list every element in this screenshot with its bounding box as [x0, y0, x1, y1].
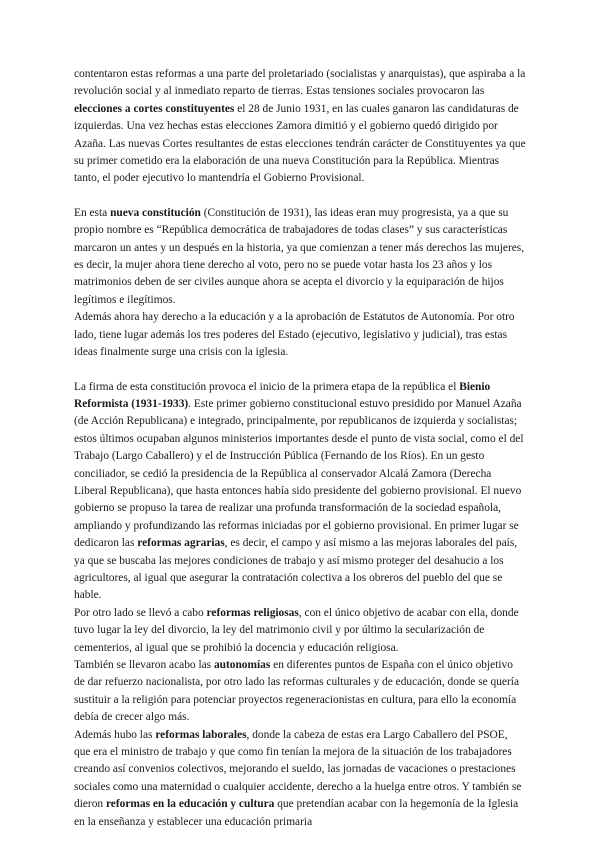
text-run: el 28 de Junio 1931, en las cuales ganaron las candidaturas de izquierdas. Una vez hechas estas elecciones Zamora dimitió y el gobierno quedó dirigido por Azaña. Las nuevas Cortes resultantes de estas elecciones tendrán carácter de Constituyentes ya que su primer cometido era la elaboración de una nueva Constitución para la República. Mientras tanto, el poder ejecutivo lo mantendría el Gobierno Provisional.: [74, 102, 526, 185]
text-run: Además hubo las: [74, 728, 156, 741]
bold-term: reformas religiosas: [206, 606, 299, 619]
text-run: contentaron estas reformas a una parte del proletariado (socialistas y anarquistas), que aspiraba a la revolución social y al inmediato reparto de tierras. Estas tensiones sociales provocaron las: [74, 68, 526, 98]
bold-term: elecciones a cortes constituyentes: [74, 102, 235, 115]
document-body: [74, 66, 526, 831]
bold-term: nueva constitución: [110, 206, 201, 219]
text-run: . Este primer gobierno constitucional estuvo presidido por Manuel Azaña (de Acción Republicana) e integrado, principalmente, por republicanos de izquierda y socialistas; estos últimos ocupaban algunos ministerios importantes desde el punto de vista social, como el del Trabajo (Largo Caballero) y el de Instrucción Pública (Fernando de los Ríos). En un gesto conciliador, se cedió la presidencia de la República al conservador Alcalá Zamora (Derecha Liberal Republicana), que hasta entonces había sido presidente del gobierno provisional. El nuevo gobierno se propuso la tarea de realizar una profunda transformación de la sociedad española, ampliando y profundizando las reformas iniciadas por el gobierno provisional. En primer lugar se dedicaron las: [74, 397, 524, 550]
bold-term: reformas agrarias: [137, 537, 225, 550]
text-run: La firma de esta constitución provoca el inicio de la primera etapa de la república el: [74, 380, 460, 393]
text-run: que pretendían acabar con la hegemonía de la Iglesia en la enseñanza y establecer una educación primaria: [74, 798, 519, 828]
bold-term: reformas en la educación y cultura: [105, 798, 275, 811]
text-run: Además ahora hay derecho a la educación y a la aprobación de Estatutos de Autonomía. Por otro lado, tiene lugar además los tres poderes del Estado (ejecutivo, legislativo y judicial), tras estas ideas finalmente surge una crisis con la iglesia.: [74, 311, 515, 359]
paragraph: [74, 379, 526, 605]
paragraph: [74, 605, 526, 657]
text-run: en diferentes puntos de España con el único objetivo de dar refuerzo nacionalista, por otro lado las reformas culturales y de educación, donde se quería sustituir a la religión para potenciar proyectos regeneracionistas en cultura, para ello la economía debía de crecer algo más.: [74, 659, 519, 724]
paragraph: [74, 205, 526, 309]
paragraph: [74, 657, 526, 727]
text-run: (Constitución de 1931), las ideas eran muy progresista, ya a que su propio nombre es “República democrática de trabajadores de todas clases” y sus características marcaron un antes y un después en la historia, ya que comienzan a tener más derechos las mujeres, es decir, la mujer ahora tiene derecho al voto, pero no se puede votar hasta los 23 años y los matrimonios deben de ser civiles aunque ahora se acepta el divorcio y la equiparación de hijos legítimos e ilegítimos.: [74, 206, 525, 306]
bold-term: Bienio Reformista (1931-1933): [74, 380, 491, 410]
paragraph: [74, 66, 526, 188]
bold-term: autonomías: [213, 659, 271, 671]
text-run: En esta: [74, 206, 111, 219]
paragraph: [74, 727, 526, 831]
bold-term: reformas laborales: [155, 728, 247, 741]
text-run: También se llevaron acabo las: [74, 659, 214, 671]
text-run: , con el único objetivo de acabar con ella, donde tuvo lugar la ley del divorcio, la ley del matrimonio civil y por último la secularización de cementerios, al igual que se prohibió la docencia y educación religiosa.: [74, 606, 519, 654]
text-run: , es decir, el campo y así mismo a las mejoras laborales del país, ya que se buscaba las mejores condiciones de trabajo y así mismo proteger del desahucio a los agricultores, al igual que asegurar la contratación colectiva a los obreros del pueblo del que se hable.: [74, 537, 518, 602]
text-run: Por otro lado se llevó a cabo: [74, 606, 207, 619]
text-run: , donde la cabeza de estas era Largo Caballero del PSOE, que era el ministro de trabajo y que como fin tenían la mejora de la situación de los trabajadores creando así convenios colectivos, mejorando el sueldo, las jornadas de vacaciones o prestaciones sociales como una maternidad o cualquier accidente, derecho a la huelga entre otros. Y también se dieron: [74, 728, 522, 811]
paragraph: [74, 309, 526, 361]
